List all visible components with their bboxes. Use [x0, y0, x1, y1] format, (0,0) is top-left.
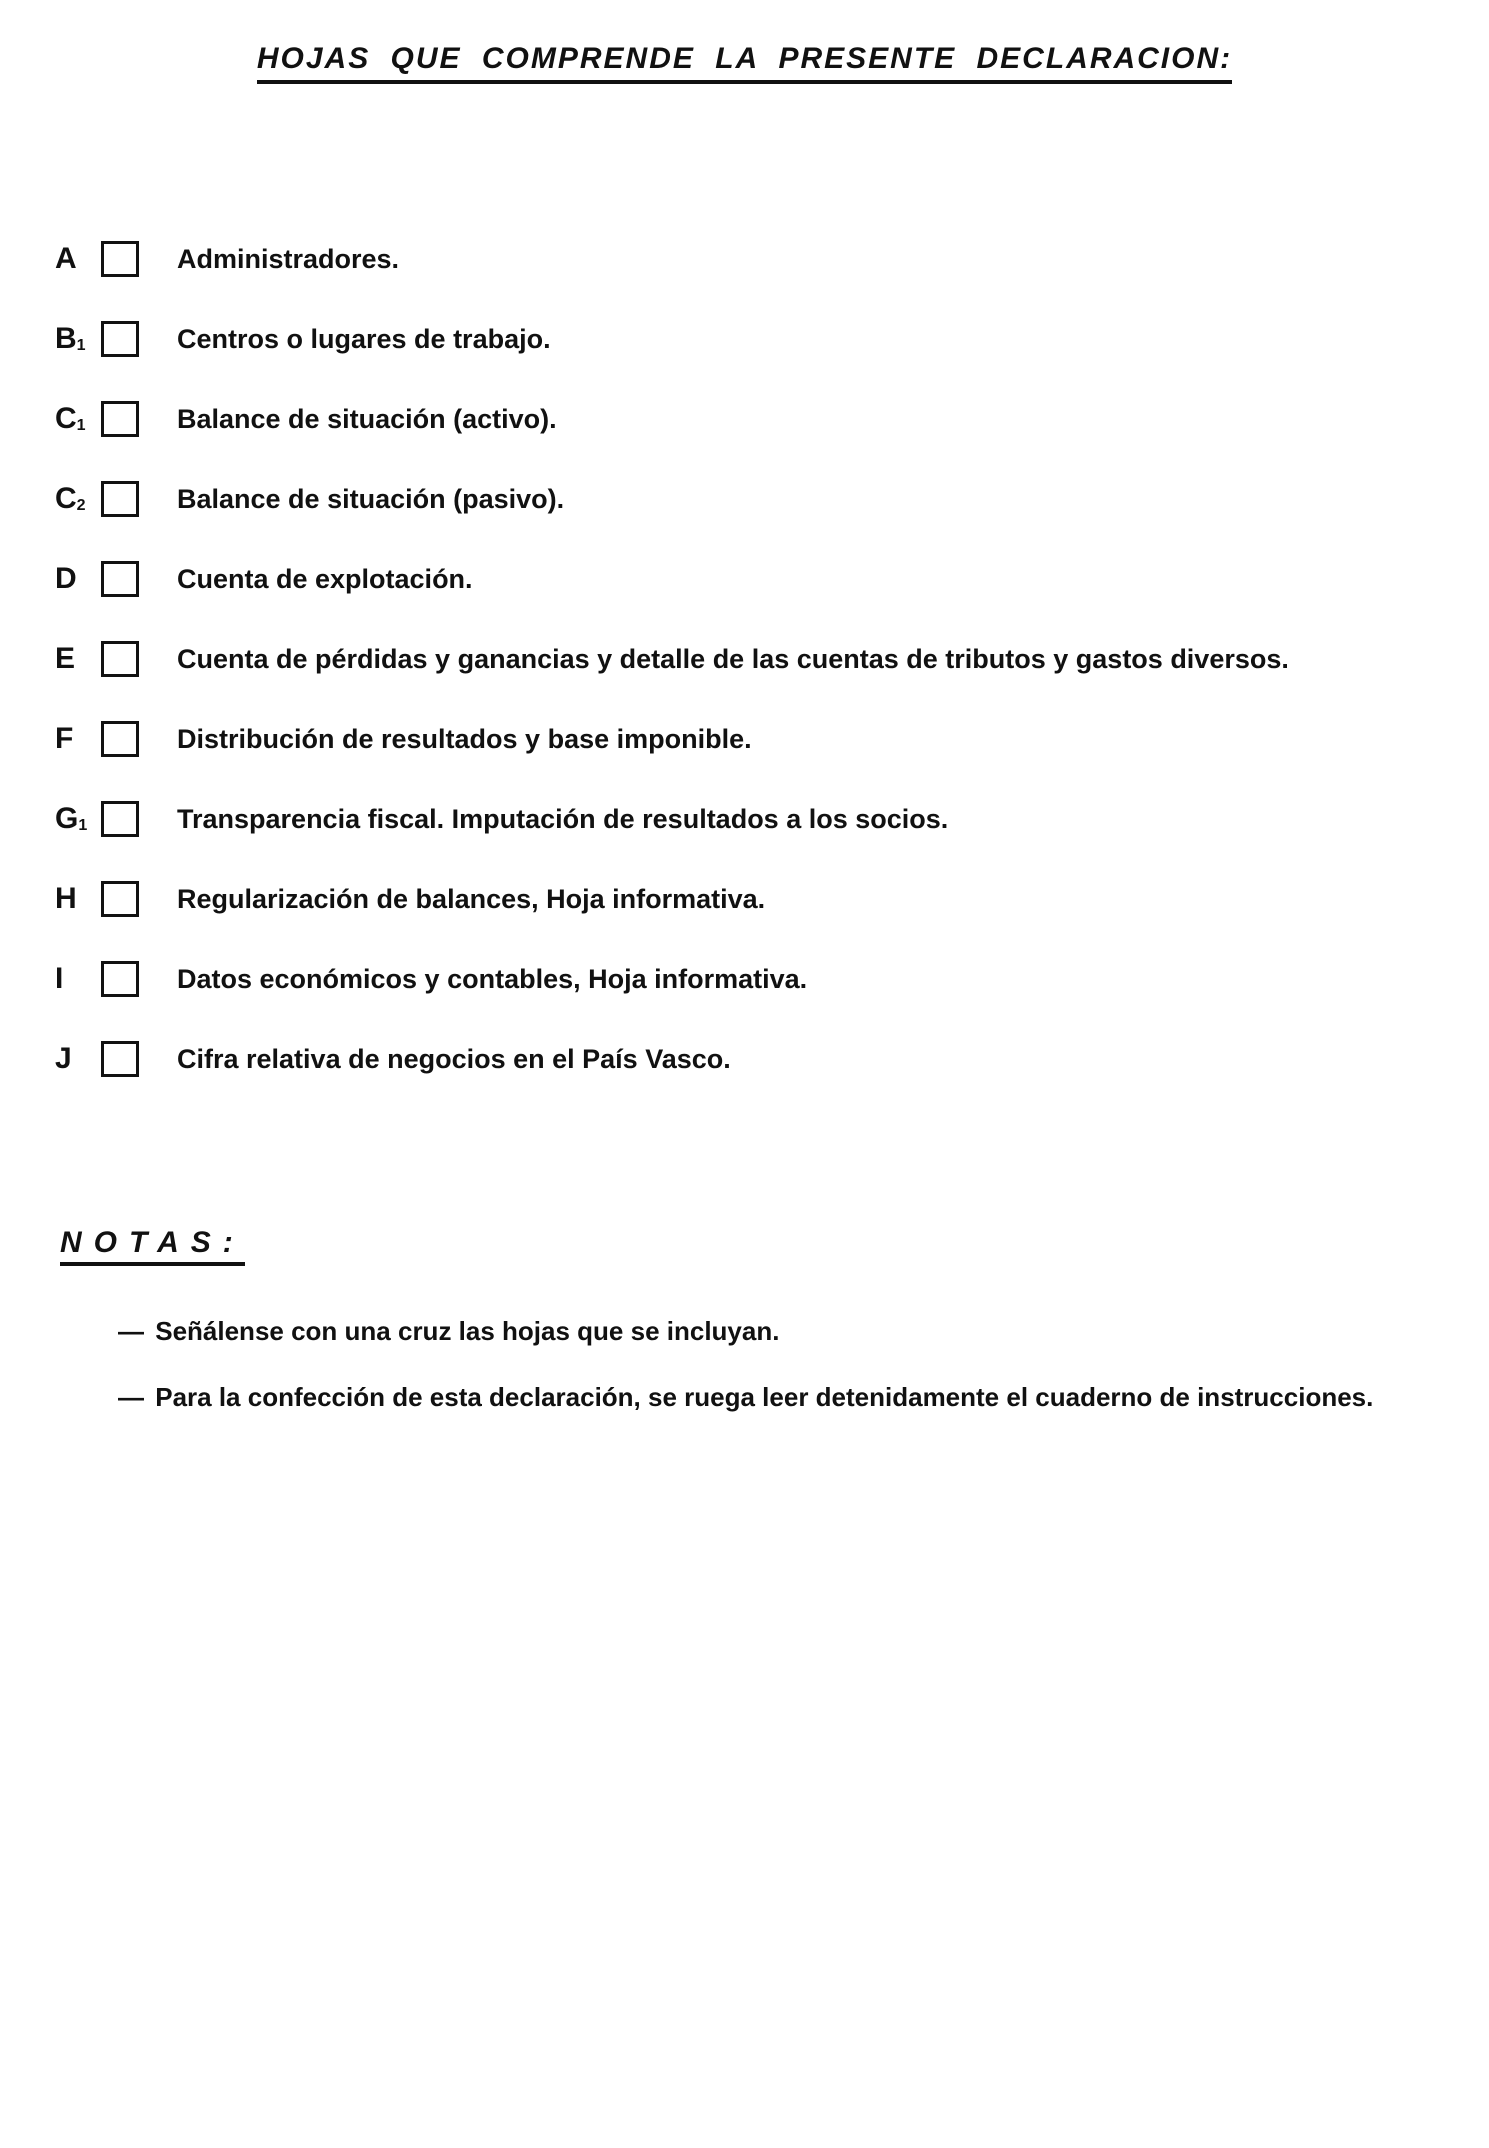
note-item	[118, 1382, 1460, 1448]
note-list	[118, 1316, 1460, 1448]
sheet-label: Balance de situación (activo).	[177, 404, 557, 434]
sheet-letter: D	[55, 562, 77, 595]
sheet-label: Transparencia fiscal. Imputación de resultados a los socios.	[177, 804, 949, 834]
sheet-checkbox-i[interactable]	[101, 961, 139, 997]
sheet-label: Balance de situación (pasivo).	[177, 484, 565, 514]
note-dash: —	[118, 1316, 144, 1346]
sheet-label: Cuenta de explotación.	[177, 564, 473, 594]
sheet-letter: I	[55, 962, 64, 995]
sheet-row-i	[55, 958, 1455, 1038]
sheet-row-b1	[55, 318, 1455, 398]
sheet-checkbox-b1[interactable]	[101, 321, 139, 357]
sheet-checkbox-g1[interactable]	[101, 801, 139, 837]
sheet-label: Centros o lugares de trabajo.	[177, 324, 551, 354]
sheet-label: Cuenta de pérdidas y ganancias y detalle de las cuentas de tributos y gastos diversos.	[177, 644, 1289, 674]
sheet-label: Datos económicos y contables, Hoja informativa.	[177, 964, 808, 994]
sheet-row-j	[55, 1038, 1455, 1118]
sheet-label: Distribución de resultados y base imponible.	[177, 724, 752, 754]
note-item	[118, 1316, 1460, 1382]
sheet-checkbox-c1[interactable]	[101, 401, 139, 437]
note-text: Señálense con una cruz las hojas que se incluyan.	[155, 1316, 780, 1346]
sheet-letter: H	[55, 882, 77, 915]
sheet-letter: A	[55, 242, 77, 275]
sheet-letter: F	[55, 722, 74, 755]
sheet-row-a	[55, 238, 1455, 318]
page-title-text: HOJAS QUE COMPRENDE LA PRESENTE DECLARACION:	[257, 42, 1232, 84]
sheet-list	[55, 238, 1455, 1118]
sheet-checkbox-a[interactable]	[101, 241, 139, 277]
sheet-label: Administradores.	[177, 244, 400, 274]
page-title	[0, 42, 1489, 84]
sheet-checkbox-h[interactable]	[101, 881, 139, 917]
sheet-letter: E	[55, 642, 76, 675]
sheet-row-h	[55, 878, 1455, 958]
sheet-row-f	[55, 718, 1455, 798]
sheet-letter: $G_1$	[55, 802, 88, 835]
sheet-checkbox-e[interactable]	[101, 641, 139, 677]
note-dash: —	[118, 1382, 144, 1412]
sheet-row-e	[55, 638, 1455, 718]
notes-title: NOTAS:	[60, 1226, 245, 1266]
sheet-row-d	[55, 558, 1455, 638]
sheet-label: Cifra relativa de negocios en el País Vasco.	[177, 1044, 731, 1074]
notes-section	[60, 1226, 1460, 1448]
sheet-row-c2	[55, 478, 1455, 558]
sheet-letter: $C_1$	[55, 402, 86, 435]
sheet-letter: $C_2$	[55, 482, 86, 515]
sheet-checkbox-f[interactable]	[101, 721, 139, 757]
note-text: Para la confección de esta declaración, se ruega leer detenidamente el cuaderno de instrucciones.	[155, 1382, 1374, 1412]
sheet-row-c1	[55, 398, 1455, 478]
sheet-letter: J	[55, 1042, 72, 1075]
sheet-row-g1	[55, 798, 1455, 878]
sheet-checkbox-d[interactable]	[101, 561, 139, 597]
sheet-letter: $B_1$	[55, 322, 86, 355]
sheet-checkbox-c2[interactable]	[101, 481, 139, 517]
sheet-label: Regularización de balances, Hoja informativa.	[177, 884, 766, 914]
sheet-checkbox-j[interactable]	[101, 1041, 139, 1077]
